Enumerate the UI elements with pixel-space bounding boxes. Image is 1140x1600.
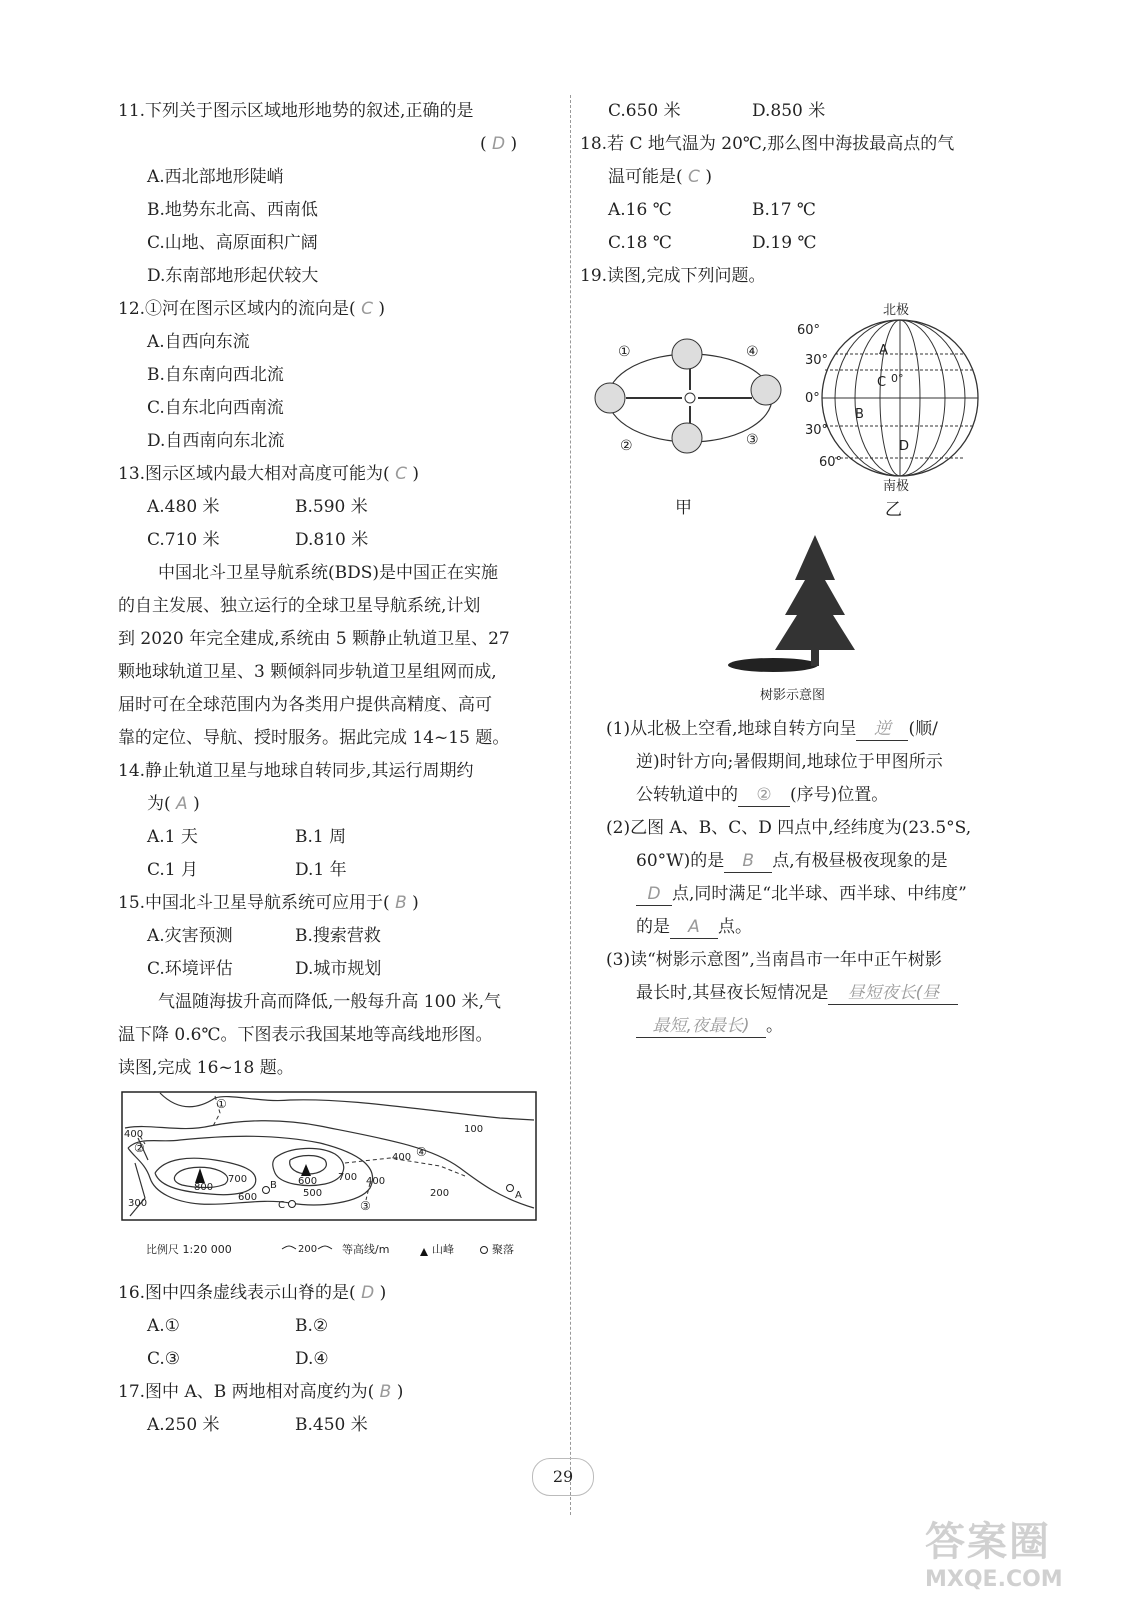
q19-sub2-answer2: D	[636, 883, 672, 906]
map-legend-village: 聚落	[492, 1243, 514, 1256]
map-label: C	[278, 1200, 285, 1211]
q12-option-c: C.自东北向西南流	[147, 398, 284, 418]
q13-option-b: B.590 米	[295, 497, 368, 517]
village-icon-b	[263, 1187, 270, 1194]
q16-stem: 16.图中四条虚线表示山脊的是( D )	[118, 1283, 387, 1303]
q13-answer: C	[395, 464, 407, 484]
passage2-line: 温下降 0.6℃。下图表示我国某地等高线地形图。	[118, 1025, 493, 1045]
globe-lat-label: 60°	[819, 455, 843, 470]
village-icon-a	[507, 1185, 514, 1192]
page-number: 29	[532, 1458, 594, 1496]
globe-c-meridian: 0°	[891, 372, 904, 385]
map-label: 700	[228, 1174, 248, 1185]
globe-point-c: C	[877, 375, 887, 390]
q19-sub1-line1: (1)从北极上空看,地球自转方向呈 逆 (顺/	[606, 719, 938, 739]
map-legend-contour-value: 200	[298, 1244, 318, 1255]
q18-answer: C	[688, 167, 700, 187]
peak-icon	[301, 1164, 311, 1176]
map-label: ④	[416, 1145, 427, 1159]
q19-sub3-line2: 最长时,其昼夜长短情况是 昼短夜长(昼	[636, 982, 958, 1005]
q11-answer-paren: ( D )	[480, 134, 518, 154]
globe-point-b: B	[855, 407, 864, 422]
passage1-line: 颗地球轨道卫星、3 颗倾斜同步轨道卫星组网而成,	[118, 662, 497, 682]
figure-yi-globe	[795, 298, 1005, 493]
map-label: 500	[303, 1188, 323, 1199]
map-label: 600	[298, 1176, 318, 1187]
map-label: ②	[134, 1141, 145, 1155]
map-label: 100	[464, 1124, 484, 1135]
orbit-position-2: ②	[620, 438, 633, 454]
earth-icon	[595, 383, 625, 413]
q11-option-b: B.地势东北高、西南低	[147, 200, 318, 220]
tree-shadow-figure	[725, 530, 875, 675]
map-label: 400	[124, 1129, 144, 1140]
map-label: 400	[392, 1152, 412, 1163]
q14-option-d: D.1 年	[295, 860, 347, 880]
q11-answer: D	[492, 134, 506, 154]
map-label: 600	[238, 1192, 258, 1203]
q19-stem: 19.读图,完成下列问题。	[580, 266, 766, 286]
map-label: 200	[430, 1188, 450, 1199]
q15-answer: B	[395, 893, 407, 913]
q19-sub1-answer2: ②	[738, 784, 790, 807]
q11-option-a: A.西北部地形陡峭	[147, 167, 284, 187]
q15-option-d: D.城市规划	[295, 959, 382, 979]
q16-option-c: C.③	[147, 1349, 181, 1369]
orbit-position-3: ③	[746, 432, 759, 448]
q16-option-d: D.④	[295, 1349, 329, 1369]
globe-north-pole: 北极	[883, 303, 910, 318]
q14-option-c: C.1 月	[147, 860, 199, 880]
q19-sub2-line2: 60°W)的是 B 点,有极昼极夜现象的是	[636, 851, 948, 871]
q19-sub3-line3: 最短,夜最长) 。	[636, 1015, 783, 1038]
figure-jia-caption: 甲	[675, 498, 692, 518]
q19-sub3-answer1: 昼短夜长(昼	[828, 982, 958, 1005]
q19-sub2-answer3: A	[670, 916, 718, 939]
q18-option-d: D.19 ℃	[752, 233, 817, 253]
q17-option-c: C.650 米	[608, 101, 681, 121]
tree-icon	[775, 535, 855, 650]
q16-option-a: A.①	[147, 1316, 180, 1336]
sun-icon	[685, 393, 695, 403]
q18-stem: 18.若 C 地气温为 20℃,那么图中海拔最高点的气	[580, 134, 955, 154]
q19-sub1-line3: 公转轨道中的 ② (序号)位置。	[636, 785, 889, 805]
q19-sub2-line1: (2)乙图 A、B、C、D 四点中,经纬度为(23.5°S,	[606, 818, 972, 838]
passage1-line: 中国北斗卫星导航系统(BDS)是中国正在实施	[158, 563, 499, 583]
q12-answer: C	[361, 299, 373, 319]
q12-option-d: D.自西南向东北流	[147, 431, 285, 451]
map-label: 300	[128, 1198, 148, 1209]
contour-map	[120, 1088, 540, 1270]
q15-stem: 15.中国北斗卫星导航系统可应用于( B )	[118, 893, 419, 913]
passage1-line: 届时可在全球范围内为各类用户提供高精度、高可	[118, 695, 492, 715]
q15-option-a: A.灾害预测	[147, 926, 233, 946]
map-legend-scale: 比例尺 1:20 000	[146, 1243, 232, 1256]
q18-stem-cont: 温可能是( C )	[608, 167, 712, 187]
q19-sub2-line4: 的是 A 点。	[636, 917, 752, 937]
q14-stem: 14.静止轨道卫星与地球自转同步,其运行周期约	[118, 761, 474, 781]
q18-option-b: B.17 ℃	[752, 200, 816, 220]
q18-option-a: A.16 ℃	[608, 200, 672, 220]
q13-option-d: D.810 米	[295, 530, 369, 550]
q19-sub3-line1: (3)读“树影示意图”,当南昌市一年中正午树影	[606, 950, 942, 970]
q17-stem: 17.图中 A、B 两地相对高度约为( B )	[118, 1382, 404, 1402]
globe-lat-label: 60°	[797, 323, 821, 338]
q19-sub2-answer1: B	[724, 850, 772, 873]
orbit-position-1: ①	[618, 344, 631, 360]
q11-option-d: D.东南部地形起伏较大	[147, 266, 319, 286]
q11-option-c: C.山地、高原面积广阔	[147, 233, 318, 253]
passage1-line: 到 2020 年完全建成,系统由 5 颗静止轨道卫星、27	[118, 629, 510, 649]
q17-option-a: A.250 米	[147, 1415, 220, 1435]
q18-option-c: C.18 ℃	[608, 233, 672, 253]
figure-yi-caption: 乙	[885, 500, 902, 520]
watermark-logo: 答案圈 MXQE.COM	[925, 1519, 1063, 1592]
map-legend-contour: 等高线/m	[342, 1243, 390, 1256]
q13-option-c: C.710 米	[147, 530, 220, 550]
earth-icon	[751, 375, 781, 405]
q19-sub1-line2: 逆)时针方向;暑假期间,地球位于甲图所示	[636, 752, 943, 772]
map-label: 700	[338, 1172, 358, 1183]
q11-stem: 11.下列关于图示区域地形地势的叙述,正确的是	[118, 101, 474, 121]
map-label: 400	[366, 1176, 386, 1187]
peak-legend-icon	[420, 1248, 428, 1256]
q19-sub1-answer1: 逆	[856, 718, 908, 741]
earth-icon	[672, 339, 702, 369]
figure-jia-orbit	[590, 332, 790, 522]
q19-sub3-answer2: 最短,夜最长)	[636, 1015, 766, 1038]
passage1-line: 靠的定位、导航、授时服务。据此完成 14~15 题。	[118, 728, 510, 748]
q14-option-a: A.1 天	[147, 827, 198, 847]
village-legend-icon	[481, 1247, 488, 1254]
q12-option-b: B.自东南向西北流	[147, 365, 284, 385]
map-legend-peak: 山峰	[432, 1243, 454, 1256]
earth-icon	[672, 423, 702, 453]
passage2-line: 气温随海拔升高而降低,一般每升高 100 米,气	[158, 992, 502, 1012]
q14-option-b: B.1 周	[295, 827, 347, 847]
q17-option-b: B.450 米	[295, 1415, 368, 1435]
village-icon-c	[289, 1201, 296, 1208]
q13-option-a: A.480 米	[147, 497, 220, 517]
orbit-position-4: ④	[746, 344, 759, 360]
column-divider	[570, 95, 571, 1515]
q17-option-d: D.850 米	[752, 101, 826, 121]
globe-lat-label: 0°	[805, 391, 820, 406]
map-label: 800	[194, 1182, 214, 1193]
globe-point-a: A	[879, 343, 888, 358]
q17-answer: B	[379, 1382, 392, 1402]
passage1-line: 的自主发展、独立运行的全球卫星导航系统,计划	[118, 596, 481, 616]
q16-answer: D	[361, 1283, 375, 1303]
peak-icon	[195, 1168, 205, 1183]
q15-option-b: B.搜索营救	[295, 926, 381, 946]
passage2-line: 读图,完成 16~18 题。	[118, 1058, 294, 1078]
q13-stem: 13.图示区域内最大相对高度可能为( C )	[118, 464, 419, 484]
tree-shadow	[728, 658, 818, 672]
globe-point-d: D	[899, 439, 910, 454]
q12-stem: 12.①河在图示区域内的流向是( C )	[118, 299, 385, 319]
q15-option-c: C.环境评估	[147, 959, 233, 979]
globe-lat-label: 30°	[805, 353, 829, 368]
q12-option-a: A.自西向东流	[147, 332, 250, 352]
q16-option-b: B.②	[295, 1316, 329, 1336]
map-label: A	[515, 1190, 522, 1201]
map-label: ①	[216, 1097, 227, 1111]
q19-sub2-line3: D 点,同时满足“北半球、西半球、中纬度”	[636, 883, 967, 906]
map-label: B	[270, 1180, 277, 1191]
map-label: ③	[360, 1199, 371, 1213]
tree-caption: 树影示意图	[760, 688, 826, 703]
globe-south-pole: 南极	[883, 479, 910, 493]
q14-answer: A	[176, 794, 188, 814]
q14-stem-cont: 为( A )	[147, 794, 200, 814]
globe-lat-label: 30°	[805, 423, 829, 438]
